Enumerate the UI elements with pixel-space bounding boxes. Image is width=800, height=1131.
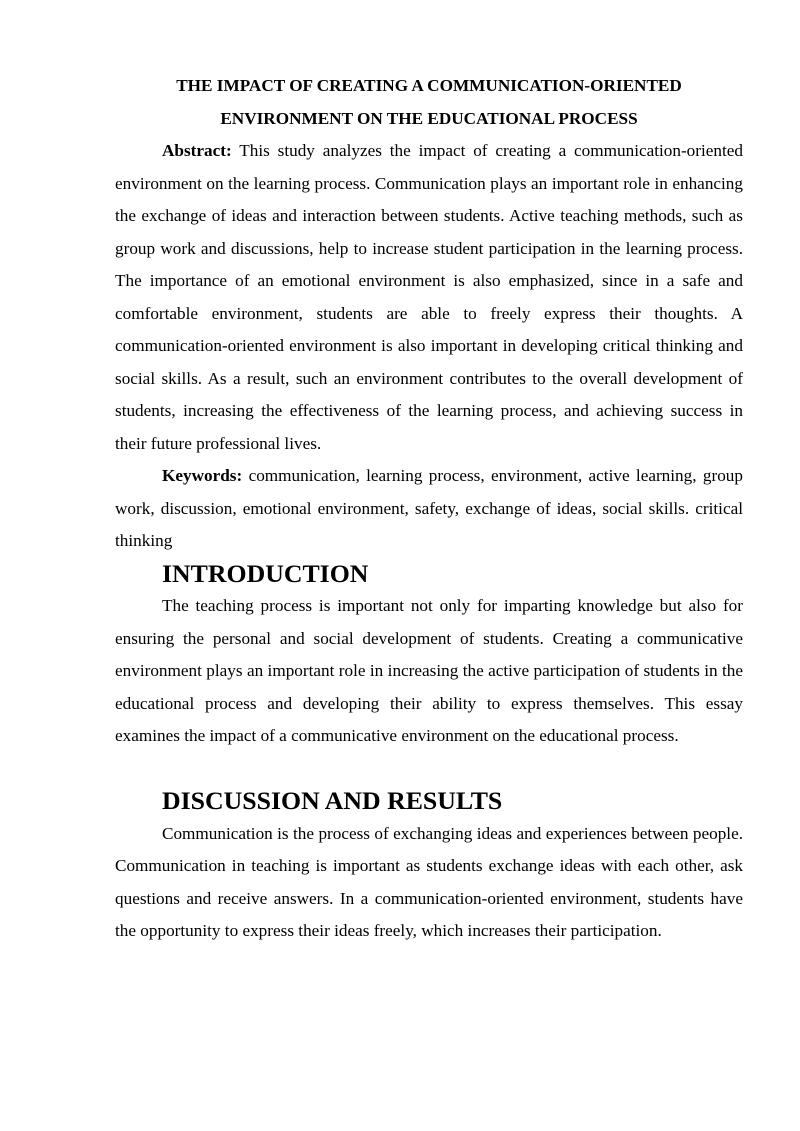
paper-title — [115, 70, 743, 135]
discussion-paragraph: Communication is the process of exchanging ideas and experiences between people. Communication in teaching is important as students exchange ideas with each other, ask questions and receive answers. In a communication-oriented environment, students have the opportunity to express their ideas freely, which increases their participation. — [115, 823, 743, 940]
document-page — [115, 70, 743, 948]
keywords-paragraph — [115, 460, 743, 558]
section-spacer — [115, 753, 743, 786]
introduction-heading: INTRODUCTION — [162, 558, 369, 588]
keywords-label: Keywords: — [162, 466, 243, 485]
paper-title-line-2: ENVIRONMENT ON THE EDUCATIONAL PROCESS — [220, 108, 638, 128]
abstract-label: Abstract: — [162, 141, 232, 160]
discussion-heading: DISCUSSION AND RESULTS — [162, 786, 503, 815]
abstract-paragraph — [115, 135, 743, 460]
keywords-text: communication, learning process, environment, active learning, group work, discussion, emotional environment, safety, exchange of ideas, social skills. critical thinking — [115, 466, 743, 550]
paper-title-line-1: THE IMPACT OF CREATING A COMMUNICATION-ORIENTED — [176, 76, 682, 95]
introduction-paragraph: The teaching process is important not only for imparting knowledge but also for ensuring the personal and social development of students. Creating a communicative environment plays an important role in increasing the active participation of students in the educational process and developing their ability to express themselves. This essay examines the impact of a communicative environment on the educational process. — [115, 596, 743, 745]
abstract-text: This study analyzes the impact of creating a communication-oriented environment on the learning process. Communication plays an important role in enhancing the exchange of ideas and interaction between students. Active teaching methods, such as group work and discussions, help to increase student participation in the learning process. The importance of an emotional environment is also emphasized, since in a safe and comfortable environment, students are able to freely express their thoughts. A communication-oriented environment is also important in developing critical thinking and social skills. As a result, such an environment contributes to the overall development of students, increasing the effectiveness of the learning process, and achieving success in their future professional lives. — [115, 141, 743, 453]
